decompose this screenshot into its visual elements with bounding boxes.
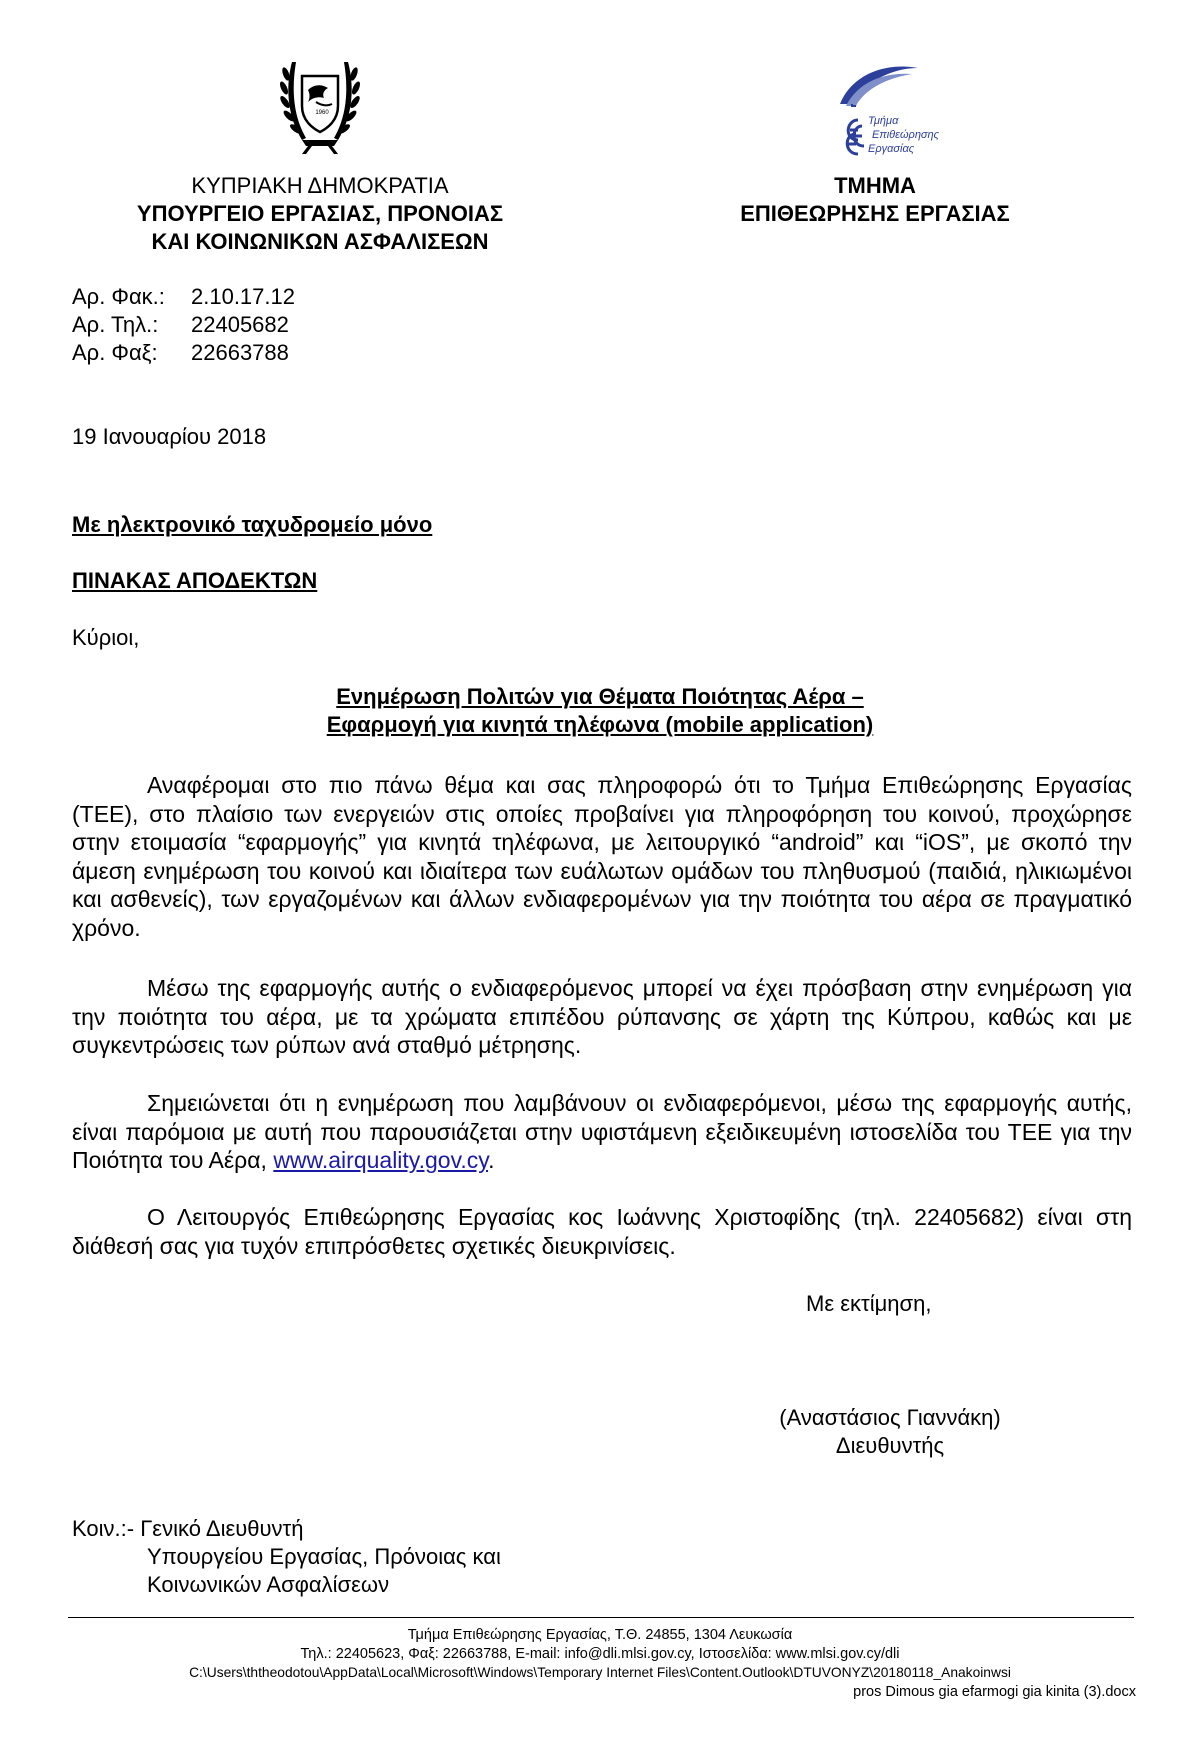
republic-name: ΚΥΠΡΙΑΚΗ ΔΗΜΟΚΡΑΤΙΑ (191, 173, 449, 198)
letter-date: 19 Ιανουαρίου 2018 (72, 424, 267, 449)
recipients-heading: ΠΙΝΑΚΑΣ ΑΠΟΔΕΚΤΩΝ (72, 568, 318, 593)
department-line2: ΕΠΙΘΕΩΡΗΣΗΣ ΕΡΓΑΣΙΑΣ (740, 201, 1010, 226)
body-paragraph-4: Ο Λειτουργός Επιθεώρησης Εργασίας κος Ιωάννης Χριστοφίδης (τηλ. 22405682) είναι στη διάθεσή σας για τυχόν επιπρόσθετες σχετικές διευκρινίσεις. (72, 1204, 1132, 1259)
signature (720, 1404, 1060, 1460)
logo-text-3: Εργασίας (868, 143, 915, 155)
cc-line1: Κοιν.:- Γενικό Διευθυντή (72, 1516, 304, 1541)
ministry-name-line1: ΥΠΟΥΡΓΕΙΟ ΕΡΓΑΣΙΑΣ, ΠΡΟΝΟΙΑΣ (136, 201, 504, 226)
body-paragraph-2: Μέσω της εφαρμογής αυτής ο ενδιαφερόμενος μπορεί να έχει πρόσβαση στην ενημέρωση για την ποιότητα του αέρα, με τα χρώματα επιπέδου ρύπανσης σε χάρτη της Κύπρου, καθώς και με συγκεντρώσεις των ρύπων ανά σταθμό μέτρησης. (72, 975, 1132, 1058)
references (72, 283, 295, 367)
body-paragraph-3-end: . (488, 1147, 495, 1173)
reference-label: Αρ. Φακ.: (72, 284, 165, 309)
cc-block (72, 1515, 501, 1599)
footer-address: Τμήμα Επιθεώρησης Εργασίας, Τ.Θ. 24855, 1304 Λευκωσία (407, 1627, 793, 1643)
body-paragraph-3 (72, 1089, 1132, 1175)
reference-file (72, 283, 295, 311)
body-paragraph-3-text: Σημειώνεται ότι η ενημέρωση που λαμβάνουν οι ενδιαφερόμενοι, μέσω της εφαρμογής αυτής, είναι παρόμοια με αυτή που παρουσιάζεται στην υφιστάμενη εξειδικευμένη ιστοσελίδα του ΤΕΕ για την Ποιότητα του Αέρα, (72, 1090, 1132, 1173)
cc-line2: Υπουργείου Εργασίας, Πρόνοιας και (147, 1544, 501, 1569)
signatory-title: Διευθυντής (835, 1433, 945, 1458)
reference-value: 22663788 (191, 340, 289, 365)
header-left (120, 172, 520, 256)
reference-label: Αρ. Τηλ.: (72, 312, 159, 337)
reference-value: 2.10.17.12 (191, 284, 295, 309)
body-paragraph-1: Αναφέρομαι στο πιο πάνω θέμα και σας πληροφορώ ότι το Τμήμα Επιθεώρησης Εργασίας (ΤΕΕ), στο πλαίσιο των ενεργειών στις οποίες προβαίνει για πληροφόρηση του κοινού, προχώρησε στην ετοιμασία “εφαρμογής” για κινητά τηλέφωνα, με λειτουργικό “android” και “iOS”, με σκοπό την άμεση ενημέρωση του κοινού και ιδιαίτερα των ευάλωτων ομάδων του πληθυσμού (παιδιά, ηλικιωμένοι και ασθενείς), των εργαζομένων και άλλων ενδιαφερομένων για την ποιότητα του αέρα σε πραγματικό χρόνο. (72, 772, 1132, 941)
logo-text-1: Τμήμα (868, 115, 899, 127)
subject (0, 683, 1200, 739)
closing: Με εκτίμηση, (806, 1291, 932, 1316)
cyprus-coat-of-arms (272, 54, 368, 158)
footer-contact: Τηλ.: 22405623, Φαξ: 22663788, E-mail: info@dli.mlsi.gov.cy, Ιστοσελίδα: www.mlsi.gov.cy/dli (300, 1646, 900, 1662)
subject-line1: Ενημέρωση Πολιτών για Θέματα Ποιότητας Αέρα – (336, 684, 864, 709)
salutation: Κύριοι, (72, 625, 140, 650)
footer-file-path: C:\Users\ththeodotou\AppData\Local\Microsoft\Windows\Temporary Internet Files\Content.Outlook\DTUVONYZ\20180118_Anakoinwsi (189, 1665, 1011, 1680)
seal-year: 1960 (315, 110, 329, 116)
cc-line3: Κοινωνικών Ασφαλίσεων (147, 1572, 390, 1597)
ministry-name-line2: ΚΑΙ ΚΟΙΝΩΝΙΚΩΝ ΑΣΦΑΛΙΣΕΩΝ (151, 229, 489, 254)
logo-text-2: Επιθεώρησης (872, 129, 940, 141)
subject-line2: Εφαρμογή για κινητά τηλέφωνα (mobile application) (326, 712, 874, 737)
footer-file-name: pros Dimous gia efarmogi gia kinita (3).docx (853, 1684, 1136, 1700)
reference-label: Αρ. Φαξ: (72, 340, 158, 365)
reference-value: 22405682 (191, 312, 289, 337)
footer-divider (68, 1617, 1134, 1618)
reference-phone (72, 311, 295, 339)
airquality-link[interactable]: www.airquality.gov.cy (273, 1147, 489, 1173)
header-right (700, 172, 1050, 228)
signatory-name: (Αναστάσιος Γιαννάκη) (779, 1405, 1001, 1430)
reference-fax (72, 339, 295, 367)
delivery-note: Με ηλεκτρονικό ταχυδρομείο μόνο (72, 512, 433, 537)
department-line1: ΤΜΗΜΑ (834, 173, 916, 198)
